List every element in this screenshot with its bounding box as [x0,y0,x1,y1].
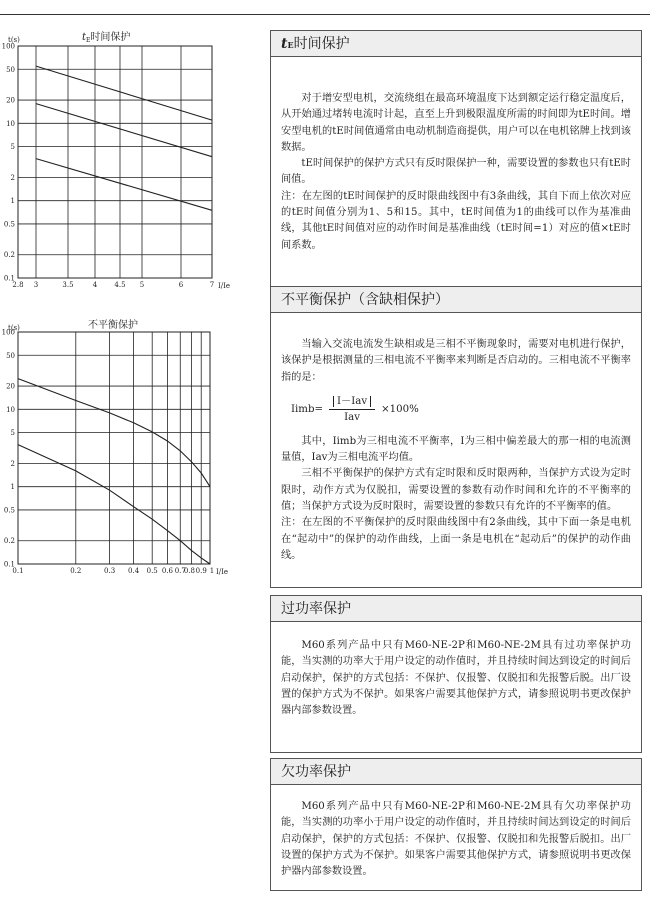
section-underpower-body [271,799,641,880]
imbalance-chart-title: 不平衡保护 [88,320,138,331]
plot-frame [18,332,210,564]
x-tick-label: 7 [209,281,215,289]
x-tick-label: 0.5 [146,567,158,575]
imbalance-note: 注：在左图的不平衡保护的反时限曲线图中有2条曲线，其中下面一条是电机在“起动中”的保护的动作曲线，上面一条是电机在“起动后”的保护的动作曲线。 [281,517,631,561]
imbalance-x-ticks [12,567,214,575]
series-line [36,159,212,211]
x-tick-label: 0.8 [183,567,195,575]
y-tick-label: 100 [1,42,15,51]
y-tick-label: 20 [6,382,15,391]
imbalance-x-axis-label: I/Ie [216,568,229,576]
section-imbalance-title: 不平衡保护（含缺相保护） [271,287,641,313]
y-tick-label: 0.2 [3,537,15,546]
imbalance-y-ticks [2,329,15,569]
y-tick-label: 50 [6,65,15,74]
x-tick-label: 1 [209,567,215,575]
y-tick-label: 0.1 [3,560,15,569]
y-tick-label: 1 [10,197,15,206]
y-tick-label: 2 [10,173,15,182]
section-te-title: tE时间保护 [271,31,641,57]
te-chart-title: $t_E$时间保护 [82,32,131,44]
x-tick-label: 0.1 [12,567,24,575]
section-overpower-body [271,638,641,719]
y-tick-label: 0.2 [3,251,15,260]
y-tick-label: 20 [6,96,15,105]
section-te-body [271,91,641,254]
x-tick-label: 6 [178,281,184,289]
te-y-unit: t(s) [8,36,20,44]
formula-rhs: ×100% [381,403,419,415]
te-paragraph-1: 对于增安型电机，交流绕组在最高环境温度下达到额定运行稳定温度后，从开始通过堵转电流时计起，直至上升到极限温度所需的时间即为tE时间。增安型电机的tE时间值通常由电动机制造商提供，用户可以在电机铭牌上找到该数据。 [281,93,631,153]
imbalance-formula [291,390,631,430]
imbalance-paragraph-3: 三相不平衡保护的保护方式有定时限和反时限两种，当保护方式设为定时限时，动作方式为仅脱扣，需要设置的参数有动作时间和允许的不平衡率的值；当保护方式设为反时限时，需要设置的参数只有允许的不平衡率的值。 [281,468,631,513]
x-tick-label: 3 [33,281,39,289]
x-tick-label: 0.4 [128,567,140,575]
y-tick-label: 0.1 [3,274,15,283]
overpower-paragraph: M60系列产品中只有M60-NE-2P和M60-NE-2M具有过功率保护功能，当实测的功率大于用户设定的动作值时，并且持续时间达到设定的时间后启动保护，保护的方式包括：不保护、仅报警、仅脱扣和先报警后脱。出厂设置的保护方式为不保护。如果客户需要其他保护方式，请参照说明书更改保护器内部参数设置。 [281,640,631,717]
x-tick-label: 0.6 [161,567,173,575]
imbalance-curves [18,379,210,564]
formula-numerator: I－Iav [333,396,371,407]
top-rule [0,14,650,15]
formula-denominator: Iav [344,412,360,424]
series-line [18,445,210,564]
section-underpower-protection [270,758,642,891]
x-tick-label: 4 [92,281,98,289]
section-imbalance-body [271,337,641,564]
y-tick-label: 5 [10,143,15,152]
formula-lhs: Iimb= [291,403,324,415]
section-overpower-title: 过功率保护 [271,596,641,622]
x-tick-label: 2.8 [12,281,24,289]
x-tick-label: 0.2 [70,567,82,575]
imbalance-chart [0,316,250,586]
x-tick-label: 0.7 [174,567,186,575]
y-tick-label: 10 [6,405,15,414]
te-x-axis-label: I/Ie [218,282,231,290]
te-time-chart [0,28,250,300]
x-tick-label: 4.5 [114,281,126,289]
y-tick-label: 0.5 [3,220,15,229]
y-tick-label: 1 [10,483,15,492]
x-tick-label: 3.5 [62,281,74,289]
y-tick-label: 100 [1,328,15,337]
y-tick-label: 10 [6,119,15,128]
te-curves [36,66,212,210]
imbalance-paragraph-1: 当输入交流电流发生缺相或是三相不平衡现象时，需要对电机进行保护，该保护是根据测量的三相电流不平衡率来判断是否启动的。三相电流不平衡率指的是： [281,339,631,383]
te-x-ticks [12,281,214,289]
imbalance-paragraph-2: 其中，Iimb为三相电流不平衡率，I为三相中偏差最大的那一相的电流测量值，Iav为三相电流平均值。 [281,435,631,464]
section-overpower-protection [270,595,642,753]
x-tick-label: 5 [139,281,145,289]
x-tick-label: 0.9 [195,567,207,575]
y-tick-label: 5 [10,429,15,438]
underpower-paragraph: M60系列产品中只有M60-NE-2P和M60-NE-2M具有欠功率保护功能，当实测的功率小于用户设定的动作值时，并且持续时间达到设定的时间后启动保护，保护的方式包括：不保护、仅报警、仅脱扣和先报警后脱扣。出厂设置的保护方式为不保护。如果客户需要其他保护方式，请参照说明书更改保护器内部参数设置。 [281,801,631,878]
formula-fraction [329,394,375,425]
y-tick-label: 50 [6,351,15,360]
imbalance-y-unit: t(s) [8,324,20,332]
section-underpower-title: 欠功率保护 [271,759,641,785]
section-te-time-protection [270,30,642,290]
x-tick-label: 0.3 [104,567,116,575]
section-imbalance-protection [270,286,642,588]
te-paragraph-2: tE时间保护的保护方式只有反时限保护一种，需要设置的参数也只有tE时间值。 [281,158,631,186]
te-y-ticks [2,43,15,283]
imbalance-grid [18,332,210,564]
y-tick-label: 0.5 [3,506,15,515]
te-note: 注：在左图的tE时间保护的反时限曲线图中有3条曲线，其自下而上依次对应的tE时间值分别为1、5和15。其中，tE时间值为1的曲线可以作为基准曲线，其他tE时间值对应的动作时间是基准曲线（tE时间=1）对应的值×tE时间系数。 [281,190,631,251]
y-tick-label: 2 [10,459,15,468]
